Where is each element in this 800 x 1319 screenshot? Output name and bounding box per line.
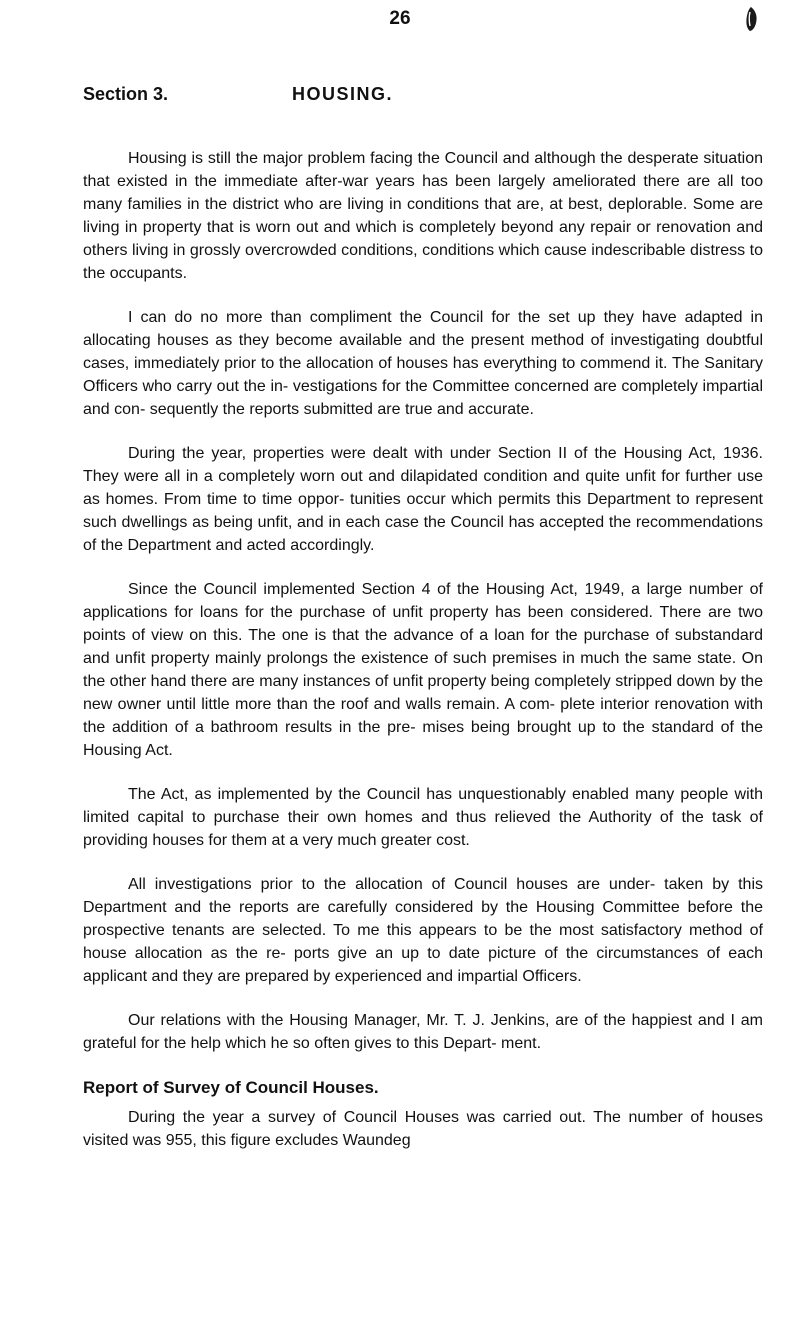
paragraph: All investigations prior to the allocation of Council houses are under- taken by this Department and the reports are carefully considered by the Housing Committee before the prospective tenants are selected. To me this appears to be the most satisfactory method of house allocation as the re- ports give an up to date picture of the circumstances of each applicant and they are prepared by experienced and impartial Officers. [83, 876, 763, 985]
paragraph: I can do no more than compliment the Council for the set up they have adapted in allocating houses as they become available and the present method of investigating doubtful cases, immediately prior to the allocation of houses has everything to commend it. The Sanitary Officers who carry out the in- vestigations for the Committee concerned are completely impartial and con- sequently the reports submitted are true and accurate. [83, 309, 763, 418]
paragraph: During the year a survey of Council Houses was carried out. The number of houses visited was 955, this figure excludes Waundeg [83, 1109, 763, 1149]
subsection-heading: Report of Survey of Council Houses. [83, 1078, 379, 1097]
paragraph: Housing is still the major problem facing the Council and although the desperate situation that existed in the immediate after-war years has been largely ameliorated there are all too many families in the district who are living in conditions that are, at best, deplorable. Some are living in property that is worn out and which is completely beyond any repair or renovation and others living in grossly overcrowded conditions, conditions which cause indescribable distress to the occupants. [83, 150, 763, 282]
ink-blot-mark [744, 6, 758, 32]
section-heading [83, 84, 763, 108]
body-text [83, 147, 763, 1152]
page-number: 26 [389, 8, 411, 29]
paragraph: The Act, as implemented by the Council has unquestionably enabled many people with limited capital to purchase their own homes and thus relieved the Authority of the task of providing houses for them at a very much greater cost. [83, 786, 763, 849]
paragraph: During the year, properties were dealt with under Section II of the Housing Act, 1936. They were all in a completely worn out and dilapidated condition and quite unfit for further use as homes. From time to time oppor- tunities occur which permits this Department to represent such dwellings as being unfit, and in each case the Council has accepted the recommendations of the Department and acted accordingly. [83, 445, 763, 554]
paragraph: Since the Council implemented Section 4 of the Housing Act, 1949, a large number of applications for loans for the purchase of unfit property has been considered. There are two points of view on this. The one is that the advance of a loan for the purchase of substandard and unfit property mainly prolongs the existence of such premises in much the same state. On the other hand there are many instances of unfit property being completely stripped down by the new owner until little more than the roof and walls remain. A com- plete interior renovation with the addition of a bathroom results in the pre- mises being brought up to the standard of the Housing Act. [83, 581, 763, 759]
paragraph: Our relations with the Housing Manager, Mr. T. J. Jenkins, are of the happiest and I am grateful for the help which he so often gives to this Depart- ment. [83, 1012, 763, 1052]
section-title: HOUSING. [292, 84, 394, 104]
section-label: Section 3. [83, 84, 169, 104]
